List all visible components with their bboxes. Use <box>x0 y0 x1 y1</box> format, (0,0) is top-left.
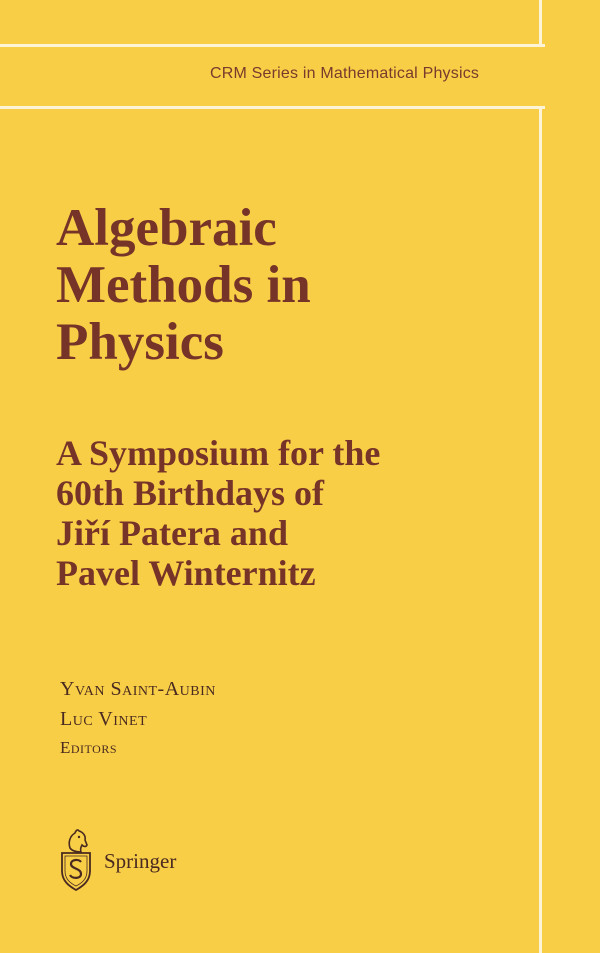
book-title <box>56 200 311 371</box>
editors-block <box>60 674 216 762</box>
series-name: CRM Series in Mathematical Physics <box>210 65 480 82</box>
title-line: Algebraic <box>56 199 277 257</box>
editor-name: Yvan Saint-Aubin <box>60 678 216 700</box>
subtitle-line: Jiří Patera and <box>56 513 288 553</box>
title-line: Methods in <box>56 256 311 314</box>
editor-name: Luc Vinet <box>60 708 148 730</box>
frame-line-top <box>0 44 545 47</box>
frame-line-top-vertical <box>539 0 542 47</box>
publisher <box>56 826 176 896</box>
subtitle-line: Pavel Winternitz <box>56 553 316 593</box>
springer-knight-logo-icon <box>56 826 96 896</box>
book-subtitle <box>56 433 380 593</box>
frame-line-middle <box>0 106 545 109</box>
subtitle-line: 60th Birthdays of <box>56 473 325 513</box>
editors-label: Editors <box>60 738 118 757</box>
publisher-name: Springer <box>104 848 177 873</box>
title-line: Physics <box>56 313 224 371</box>
subtitle-line: A Symposium for the <box>56 433 381 473</box>
frame-line-right <box>539 106 542 953</box>
